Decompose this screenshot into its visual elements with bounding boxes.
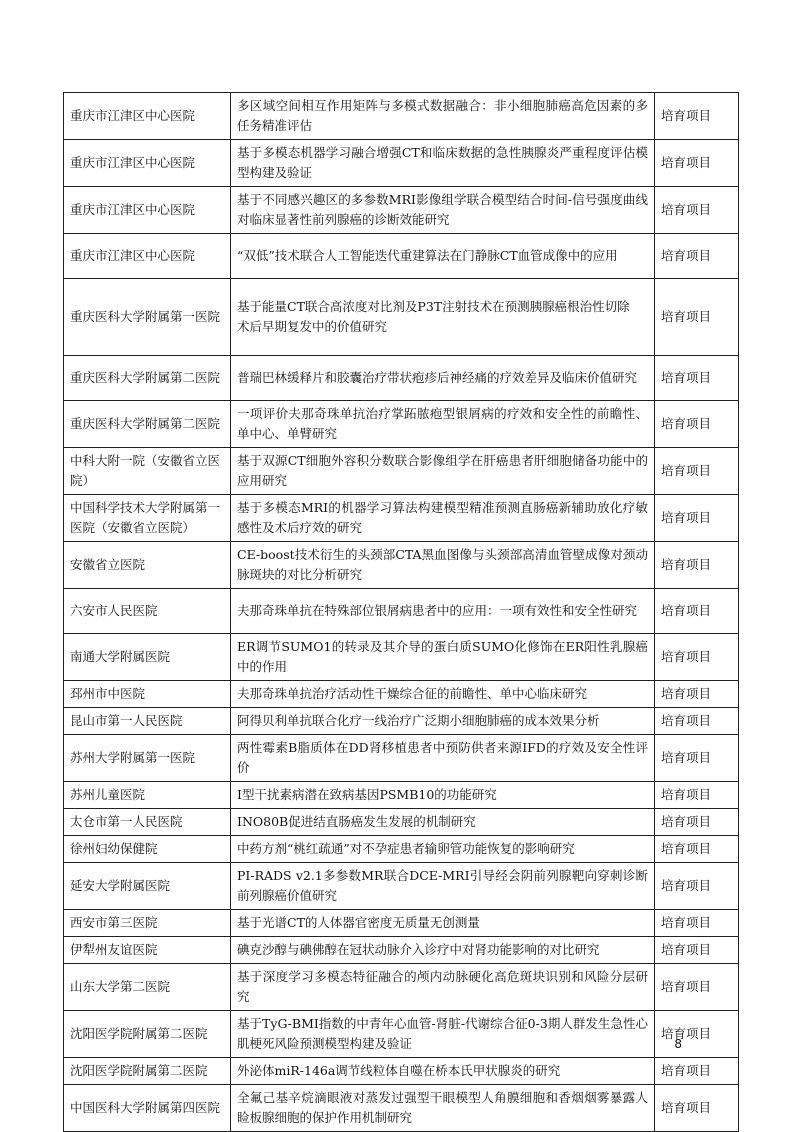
- hospital-cell: 太仓市第一人民医院: [64, 809, 231, 836]
- project-type-cell: 培育项目: [655, 782, 739, 809]
- hospital-cell: 山东大学第二医院: [64, 964, 231, 1011]
- hospital-cell: 中科大附一院（安徽省立医院）: [64, 448, 231, 495]
- project-type-cell: 培育项目: [655, 234, 739, 279]
- project-table: [63, 92, 739, 1132]
- table-row: [64, 589, 739, 634]
- table-row: [64, 910, 739, 937]
- project-title-cell: 多区域空间相互作用矩阵与多模式数据融合：非小细胞肺癌高危因素的多任务精准评估: [231, 93, 655, 140]
- project-title-cell: 两性霉素B脂质体在DD肾移植患者中预防供者来源IFD的疗效及安全性评价: [231, 735, 655, 782]
- project-title-cell: 阿得贝利单抗联合化疗一线治疗广泛期小细胞肺癌的成本效果分析: [231, 708, 655, 735]
- hospital-cell: 沈阳医学院附属第二医院: [64, 1058, 231, 1085]
- project-title-cell: 基于多模态机器学习融合增强CT和临床数据的急性胰腺炎严重程度评估模型构建及验证: [231, 140, 655, 187]
- project-title-cell: CE-boost技术衍生的头颈部CTA黑血图像与头颈部高清血管壁成像对颈动脉斑块的对比分析研究: [231, 542, 655, 589]
- table-row: [64, 708, 739, 735]
- table-row: [64, 140, 739, 187]
- project-title-cell: 碘克沙醇与碘佛醇在冠状动脉介入诊疗中对肾功能影响的对比研究: [231, 937, 655, 964]
- hospital-cell: 六安市人民医院: [64, 589, 231, 634]
- project-type-cell: 培育项目: [655, 735, 739, 782]
- project-title-cell: INO80B促进结直肠癌发生发展的机制研究: [231, 809, 655, 836]
- table-row: [64, 187, 739, 234]
- table-row: [64, 1085, 739, 1132]
- project-title-cell: 外泌体miR-146a调节线粒体自噬在桥本氏甲状腺炎的研究: [231, 1058, 655, 1085]
- hospital-cell: 邳州市中医院: [64, 681, 231, 708]
- project-type-cell: 培育项目: [655, 140, 739, 187]
- hospital-cell: 徐州妇幼保健院: [64, 836, 231, 863]
- table-row: [64, 863, 739, 910]
- hospital-cell: 沈阳医学院附属第二医院: [64, 1011, 231, 1058]
- project-title-cell: 中药方剂“桃红疏通”对不孕症患者输卵管功能恢复的影响研究: [231, 836, 655, 863]
- hospital-cell: 安徽省立医院: [64, 542, 231, 589]
- project-type-cell: 培育项目: [655, 708, 739, 735]
- project-type-cell: 培育项目: [655, 634, 739, 681]
- project-title-cell: I型干扰素病潜在致病基因PSMB10的功能研究: [231, 782, 655, 809]
- project-type-cell: 培育项目: [655, 836, 739, 863]
- hospital-cell: 伊犁州友谊医院: [64, 937, 231, 964]
- table-row: [64, 234, 739, 279]
- project-type-cell: 培育项目: [655, 910, 739, 937]
- project-type-cell: 培育项目: [655, 1085, 739, 1132]
- table-row: [64, 782, 739, 809]
- project-type-cell: 培育项目: [655, 448, 739, 495]
- project-type-cell: 培育项目: [655, 964, 739, 1011]
- table-row: [64, 809, 739, 836]
- project-title-cell: 夫那奇珠单抗治疗活动性干燥综合征的前瞻性、单中心临床研究: [231, 681, 655, 708]
- project-type-cell: 培育项目: [655, 681, 739, 708]
- table-row: [64, 401, 739, 448]
- table-row: [64, 937, 739, 964]
- project-title-cell: 基于不同感兴趣区的多参数MRI影像组学联合模型结合时间-信号强度曲线对临床显著性前列腺癌的诊断效能研究: [231, 187, 655, 234]
- project-type-cell: 培育项目: [655, 809, 739, 836]
- project-type-cell: 培育项目: [655, 863, 739, 910]
- hospital-cell: 重庆市江津区中心医院: [64, 93, 231, 140]
- table-row: [64, 634, 739, 681]
- table-row: [64, 495, 739, 542]
- project-type-cell: 培育项目: [655, 1011, 739, 1058]
- project-title-cell: PI-RADS v2.1多参数MR联合DCE-MRI引导经会阴前列腺靶向穿刺诊断前列腺癌价值研究: [231, 863, 655, 910]
- project-title-cell: 一项评价夫那奇珠单抗治疗掌跖脓疱型银屑病的疗效和安全性的前瞻性、单中心、单臂研究: [231, 401, 655, 448]
- hospital-cell: 重庆市江津区中心医院: [64, 187, 231, 234]
- project-type-cell: 培育项目: [655, 279, 739, 356]
- table-row: [64, 681, 739, 708]
- project-type-cell: 培育项目: [655, 93, 739, 140]
- project-type-cell: 培育项目: [655, 937, 739, 964]
- project-title-cell: 基于双源CT细胞外容积分数联合影像组学在肝癌患者肝细胞储备功能中的应用研究: [231, 448, 655, 495]
- project-type-cell: 培育项目: [655, 356, 739, 401]
- table-row: [64, 93, 739, 140]
- project-title-cell: 基于多模态MRI的机器学习算法构建模型精准预测直肠癌新辅助放化疗敏感性及术后疗效的研究: [231, 495, 655, 542]
- project-type-cell: 培育项目: [655, 542, 739, 589]
- project-title-cell: 夫那奇珠单抗在特殊部位银屑病患者中的应用：一项有效性和安全性研究: [231, 589, 655, 634]
- hospital-cell: 重庆医科大学附属第一医院: [64, 279, 231, 356]
- project-type-cell: 培育项目: [655, 401, 739, 448]
- hospital-cell: 西安市第三医院: [64, 910, 231, 937]
- hospital-cell: 重庆市江津区中心医院: [64, 234, 231, 279]
- project-title-cell: 基于深度学习多模态特征融合的颅内动脉硬化高危斑块识别和风险分层研究: [231, 964, 655, 1011]
- hospital-cell: 中国医科大学附属第四医院: [64, 1085, 231, 1132]
- hospital-cell: 延安大学附属医院: [64, 863, 231, 910]
- table-row: [64, 964, 739, 1011]
- hospital-cell: 苏州大学附属第一医院: [64, 735, 231, 782]
- table-row: [64, 735, 739, 782]
- project-type-cell: 培育项目: [655, 187, 739, 234]
- project-title-cell: 全氟己基辛烷滴眼液对蒸发过强型干眼模型人角膜细胞和香烟烟雾暴露人睑板腺细胞的保护作用机制研究: [231, 1085, 655, 1132]
- hospital-cell: 重庆医科大学附属第二医院: [64, 401, 231, 448]
- hospital-cell: 南通大学附属医院: [64, 634, 231, 681]
- hospital-cell: 昆山市第一人民医院: [64, 708, 231, 735]
- hospital-cell: 苏州儿童医院: [64, 782, 231, 809]
- project-title-cell: 普瑞巴林缓释片和胶囊治疗带状疱疹后神经痛的疗效差异及临床价值研究: [231, 356, 655, 401]
- page-number: 8: [674, 1037, 682, 1051]
- hospital-cell: 重庆市江津区中心医院: [64, 140, 231, 187]
- table-row: [64, 542, 739, 589]
- table-row: [64, 448, 739, 495]
- table-row: [64, 356, 739, 401]
- table-row: [64, 836, 739, 863]
- project-type-cell: 培育项目: [655, 589, 739, 634]
- project-title-cell: 基于能量CT联合高浓度对比剂及P3T注射技术在预测胰腺癌根治性切除 术后早期复发中的价值研究: [231, 279, 655, 356]
- project-type-cell: 培育项目: [655, 495, 739, 542]
- project-title-cell: 基于光谱CT的人体器官密度无质量无创测量: [231, 910, 655, 937]
- project-title-cell: ER调节SUMO1的转录及其介导的蛋白质SUMO化修饰在ER阳性乳腺癌中的作用: [231, 634, 655, 681]
- hospital-cell: 重庆医科大学附属第二医院: [64, 356, 231, 401]
- project-title-cell: “双低”技术联合人工智能迭代重建算法在门静脉CT血管成像中的应用: [231, 234, 655, 279]
- table-row: [64, 1011, 739, 1058]
- project-title-cell: 基于TyG-BMI指数的中青年心血管-肾脏-代谢综合征0-3期人群发生急性心肌梗死风险预测模型构建及验证: [231, 1011, 655, 1058]
- table-row: [64, 279, 739, 356]
- project-type-cell: 培育项目: [655, 1058, 739, 1085]
- hospital-cell: 中国科学技术大学附属第一医院（安徽省立医院）: [64, 495, 231, 542]
- table-row: [64, 1058, 739, 1085]
